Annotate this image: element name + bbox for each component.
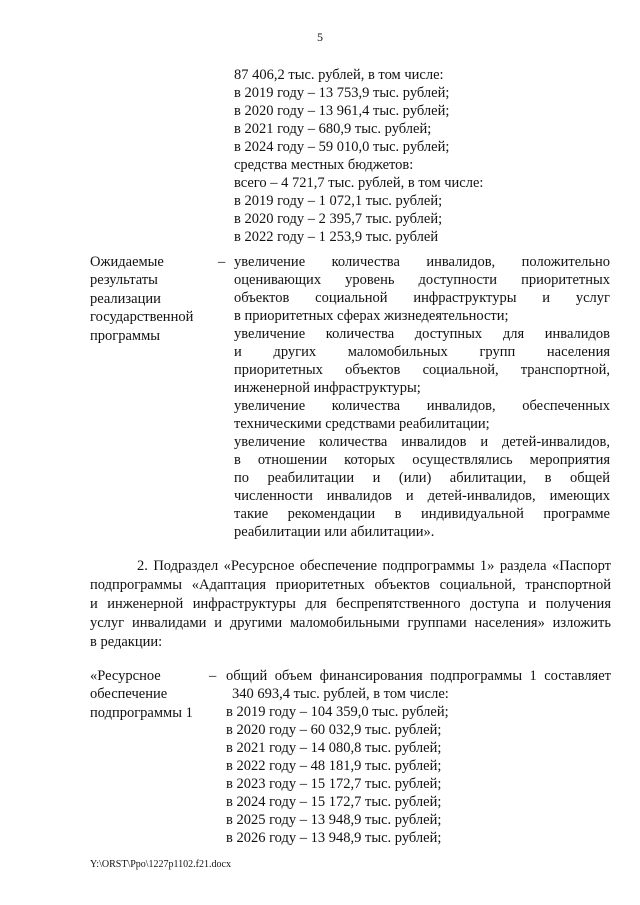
result-line: увеличение количества доступных для инвалидов	[234, 326, 610, 342]
expected-results-label: Ожидаемые результаты реализации государственной программы	[90, 254, 194, 344]
resource-line: в 2024 году – 15 172,7 тыс. рублей;	[226, 794, 442, 810]
result-line: объектов социальной инфраструктуры и услуг	[234, 290, 610, 306]
resource-line: общий объем финансирования подпрограммы 1 составляет	[226, 668, 611, 684]
result-line: инженерной инфраструктуры;	[234, 380, 421, 396]
result-line: реабилитации или абилитации».	[234, 524, 435, 540]
result-line: техническими средствами реабилитации;	[234, 416, 490, 432]
funding-line: 87 406,2 тыс. рублей, в том числе:	[234, 67, 444, 83]
paragraph-line: услуг инвалидами и другими маломобильными группами населения» изложить	[90, 615, 611, 631]
result-line: и других маломобильных групп населения	[234, 344, 610, 360]
result-line: в отношении которых осуществлялись мероприятия	[234, 452, 610, 468]
funding-line: в 2019 году – 13 753,9 тыс. рублей;	[234, 85, 450, 101]
page-number: 5	[317, 30, 323, 44]
paragraph-line: в редакции:	[90, 634, 163, 650]
separator-dash: –	[218, 254, 226, 270]
result-line: увеличение количества инвалидов, положительно	[234, 254, 610, 270]
funding-line: всего – 4 721,7 тыс. рублей, в том числе:	[234, 175, 484, 191]
paragraph-line: подпрограммы «Адаптация приоритетных объектов социальной, транспортной	[90, 577, 611, 593]
resource-line: в 2021 году – 14 080,8 тыс. рублей;	[226, 740, 442, 756]
result-line: приоритетных объектов социальной, транспортной,	[234, 362, 610, 378]
result-line: увеличение количества инвалидов и детей-инвалидов,	[234, 434, 610, 450]
funding-line: средства местных бюджетов:	[234, 157, 414, 173]
funding-line: в 2021 году – 680,9 тыс. рублей;	[234, 121, 432, 137]
funding-line: в 2020 году – 13 961,4 тыс. рублей;	[234, 103, 450, 119]
result-line: увеличение количества инвалидов, обеспеченных	[234, 398, 610, 414]
resource-line: 340 693,4 тыс. рублей, в том числе:	[232, 686, 449, 702]
resource-line: в 2025 году – 13 948,9 тыс. рублей;	[226, 812, 442, 828]
paragraph-line: и инженерной инфраструктуры для беспрепятственного доступа и получения	[90, 596, 611, 612]
resource-line: в 2022 году – 48 181,9 тыс. рублей;	[226, 758, 442, 774]
funding-line: в 2024 году – 59 010,0 тыс. рублей;	[234, 139, 450, 155]
file-path-footer: Y:\ORST\Ppo\1227p1102.f21.docx	[90, 859, 231, 870]
funding-line: в 2022 году – 1 253,9 тыс. рублей	[234, 229, 439, 245]
resource-line: в 2026 году – 13 948,9 тыс. рублей;	[226, 830, 442, 846]
result-line: по реабилитации и (или) абилитации, в общей	[234, 470, 610, 486]
funding-line: в 2019 году – 1 072,1 тыс. рублей;	[234, 193, 443, 209]
result-line: в приоритетных сферах жизнедеятельности;	[234, 308, 509, 324]
paragraph-line: 2. Подраздел «Ресурсное обеспечение подпрограммы 1» раздела «Паспорт	[137, 558, 611, 574]
resource-line: в 2019 году – 104 359,0 тыс. рублей;	[226, 704, 449, 720]
result-line: оценивающих уровень доступности приоритетных	[234, 272, 610, 288]
result-line: численности инвалидов и детей-инвалидов, имеющих	[234, 488, 610, 504]
resource-line: в 2023 году – 15 172,7 тыс. рублей;	[226, 776, 442, 792]
result-line: такие рекомендации в индивидуальной программе	[234, 506, 610, 522]
separator-dash: –	[209, 668, 217, 684]
funding-line: в 2020 году – 2 395,7 тыс. рублей;	[234, 211, 443, 227]
resource-line: в 2020 году – 60 032,9 тыс. рублей;	[226, 722, 442, 738]
resource-section-label: «Ресурсное обеспечение подпрограммы 1	[90, 668, 193, 721]
